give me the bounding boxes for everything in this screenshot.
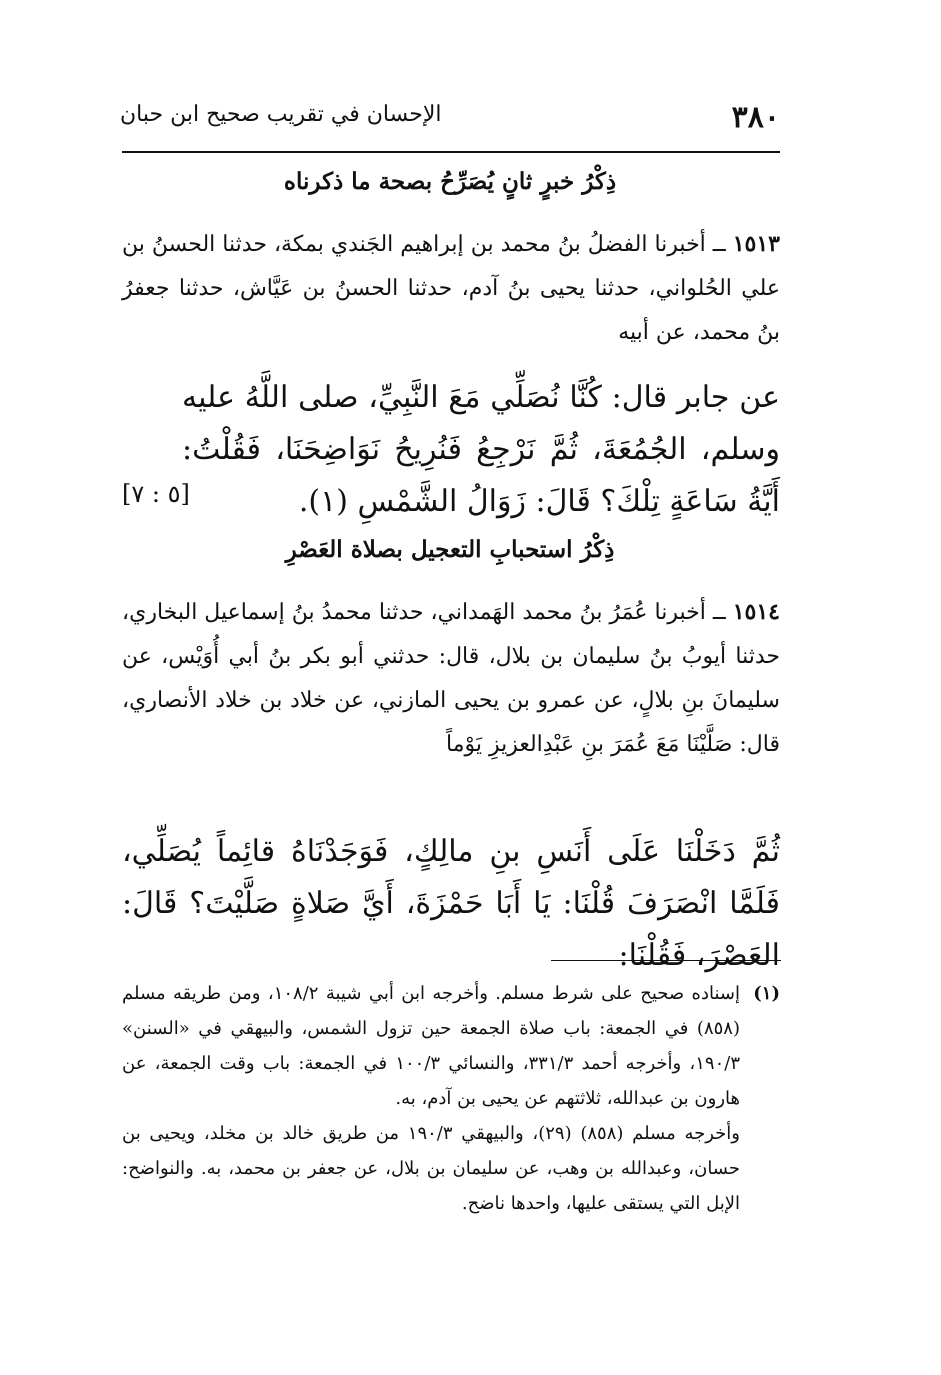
footnote-continuation: وأخرجه مسلم (٨٥٨) (٢٩)، والبيهقي ١٩٠/٣ من طريق خالد بن مخلد، ويحيى بن حسان، وعبدالله بن وهب، عن سليمان بن بلال، عن جعفر بن محمد، به. والنواضح: الإبل التي يستقى عليها، واحدها ناضح. bbox=[122, 1123, 740, 1214]
hadith-1513-matn bbox=[182, 372, 780, 528]
footnote-text: إسناده صحيح على شرط مسلم. وأخرجه ابن أبي شيبة ١٠٨/٢، ومن طريقه مسلم (٨٥٨) في الجمعة: باب صلاة الجمعة حين تزول الشمس، والبيهقي في «السنن» ١٩٠/٣، وأخرجه أحمد ٣٣١/٣، والنسائي ١٠٠/٣ في الجمعة: باب وقت الجمعة، عن هارون بن عبدالله، ثلاثتهم عن يحيى بن آدم، به. bbox=[122, 983, 741, 1109]
header-rule bbox=[122, 151, 780, 153]
hadith-1514-matn bbox=[122, 826, 780, 982]
footnote-rule bbox=[551, 960, 781, 961]
section-heading-1: ذِكْرُ خبرٍ ثانٍ يُصَرِّحُ بصحة ما ذكرناه bbox=[283, 168, 617, 195]
matn-text: عن جابر قال: كُنَّا نُصَلِّي مَعَ النَّبِيِّ، صلى اللَّهُ عليه وسلم، الجُمُعَةَ، ثُمَّ نَرْجِعُ فَنُرِيحُ نَوَاضِحَنَا، فَقُلْتُ: أَيَّةُ سَاعَةٍ تِلْكَ؟ قَالَ: زَوَالُ الشَّمْسِ (١). bbox=[182, 380, 780, 519]
hadith-number: ١٥١٣ bbox=[732, 231, 780, 257]
cross-reference: [٥ : ٧] bbox=[122, 480, 190, 508]
hadith-1514-isnad bbox=[122, 590, 780, 767]
footnote-1 bbox=[122, 976, 780, 1116]
footnotes bbox=[122, 976, 780, 1221]
hadith-1513-isnad bbox=[122, 222, 780, 355]
isnad-text: ــ أخبرنا عُمَرُ بنُ محمد الهَمداني، حدثنا محمدُ بنُ إسماعيل البخاري، حدثنا أيوبُ بنُ سليمان بن بلال، قال: حدثني أبو بكر بنُ أبي أُوَيْس، عن سليمانَ بنِ بلالٍ، عن عمرو بن يحيى المازني، عن خلاد بن خلاد الأنصاري، قال: صَلَّيْنَا مَعَ عُمَرَ بنِ عَبْدِالعزيزِ يَوْماً bbox=[122, 600, 780, 757]
page-number: ٣٨٠ bbox=[731, 100, 780, 135]
matn-text: ثُمَّ دَخَلْنَا عَلَى أَنَسِ بنِ مالِكٍ، فَوَجَدْنَاهُ قائِماً يُصَلِّي، فَلَمَّا انْصَرَفَ قُلْنَا: يَا أَبَا حَمْزَةَ، أَيَّ صَلاةٍ صَلَّيْتَ؟ قَالَ: العَصْرَ، فَقُلْنَا: bbox=[122, 834, 780, 973]
isnad-text: ــ أخبرنا الفضلُ بنُ محمد بن إبراهيم الجَندي بمكة، حدثنا الحسنُ بن علي الحُلواني، حدثنا يحيى بنُ آدم، حدثنا الحسنُ بن عَيَّاش، حدثنا جعفرُ بنُ محمد، عن أبيه bbox=[122, 232, 780, 345]
section-heading-2: ذِكْرُ استحبابِ التعجيل بصلاة العَصْرِ bbox=[285, 536, 615, 563]
hadith-number: ١٥١٤ bbox=[732, 599, 780, 625]
footnote-marker: (١) bbox=[753, 983, 780, 1004]
page-header bbox=[120, 96, 780, 140]
running-title: الإحسان في تقريب صحيح ابن حبان bbox=[120, 102, 442, 127]
